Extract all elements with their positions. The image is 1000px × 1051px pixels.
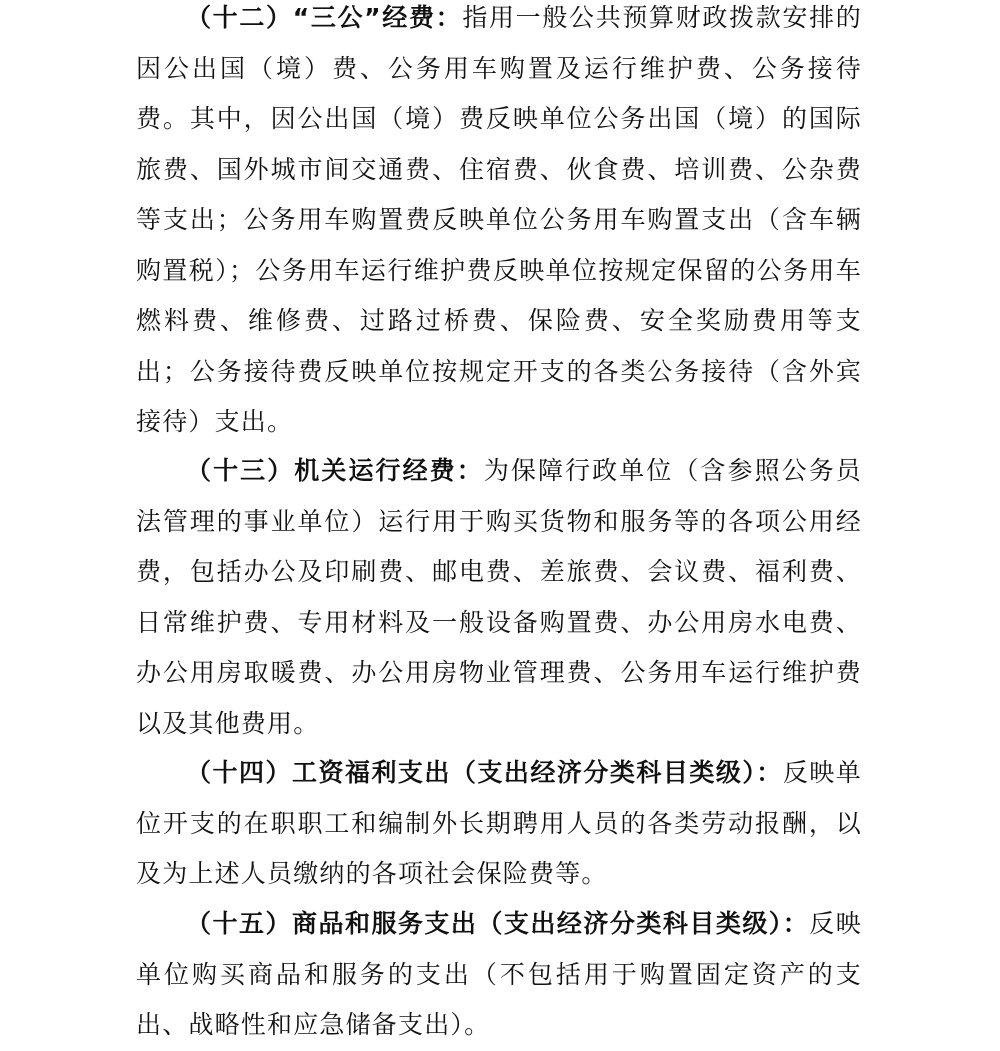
paragraph-body: 反映单位开支的在职职工和编制外长期聘用人员的各类劳动报酬，以及为上述人员缴纳的各项社会保险费等。 [136,758,862,888]
paragraph-agency-operating-expenses [136,446,862,749]
paragraph-heading: （十四）工资福利支出（支出经济分类科目类级）： [186,758,783,787]
paragraph-wages-welfare [136,748,862,900]
paragraph-body: 反映单位购买商品和服务的支出（不包括用于购置固定资产的支出、战略性和应急储备支出）。 [136,909,862,1039]
paragraph-heading: （十二）“三公”经费： [186,3,463,32]
paragraph-heading: （十三）机关运行经费： [186,456,484,485]
paragraph-heading: （十五）商品和服务支出（支出经济分类科目类级）： [186,909,810,938]
paragraph-body: 为保障行政单位（含参照公务员法管理的事业单位）运行用于购买货物和服务等的各项公用经费，包括办公及印刷费、邮电费、差旅费、会议费、福利费、日常维护费、专用材料及一般设备购置费、办公用房水电费、办公用房取暖费、办公用房物业管理费、公务用车运行维护费以及其他费用。 [136,456,862,738]
paragraph-body: 指用一般公共预算财政拨款安排的因公出国（境）费、公务用车购置及运行维护费、公务接待费。其中，因公出国（境）费反映单位公务出国（境）的国际旅费、国外城市间交通费、住宿费、伙食费、培训费、公杂费等支出；公务用车购置费反映单位公务用车购置支出（含车辆购置税）；公务用车运行维护费反映单位按规定保留的公务用车燃料费、维修费、过路过桥费、保险费、安全奖励费用等支出；公务接待费反映单位按规定开支的各类公务接待（含外宾接待）支出。 [136,3,862,436]
paragraph-goods-services [136,899,862,1051]
paragraph-sangong-expenses [136,0,862,448]
